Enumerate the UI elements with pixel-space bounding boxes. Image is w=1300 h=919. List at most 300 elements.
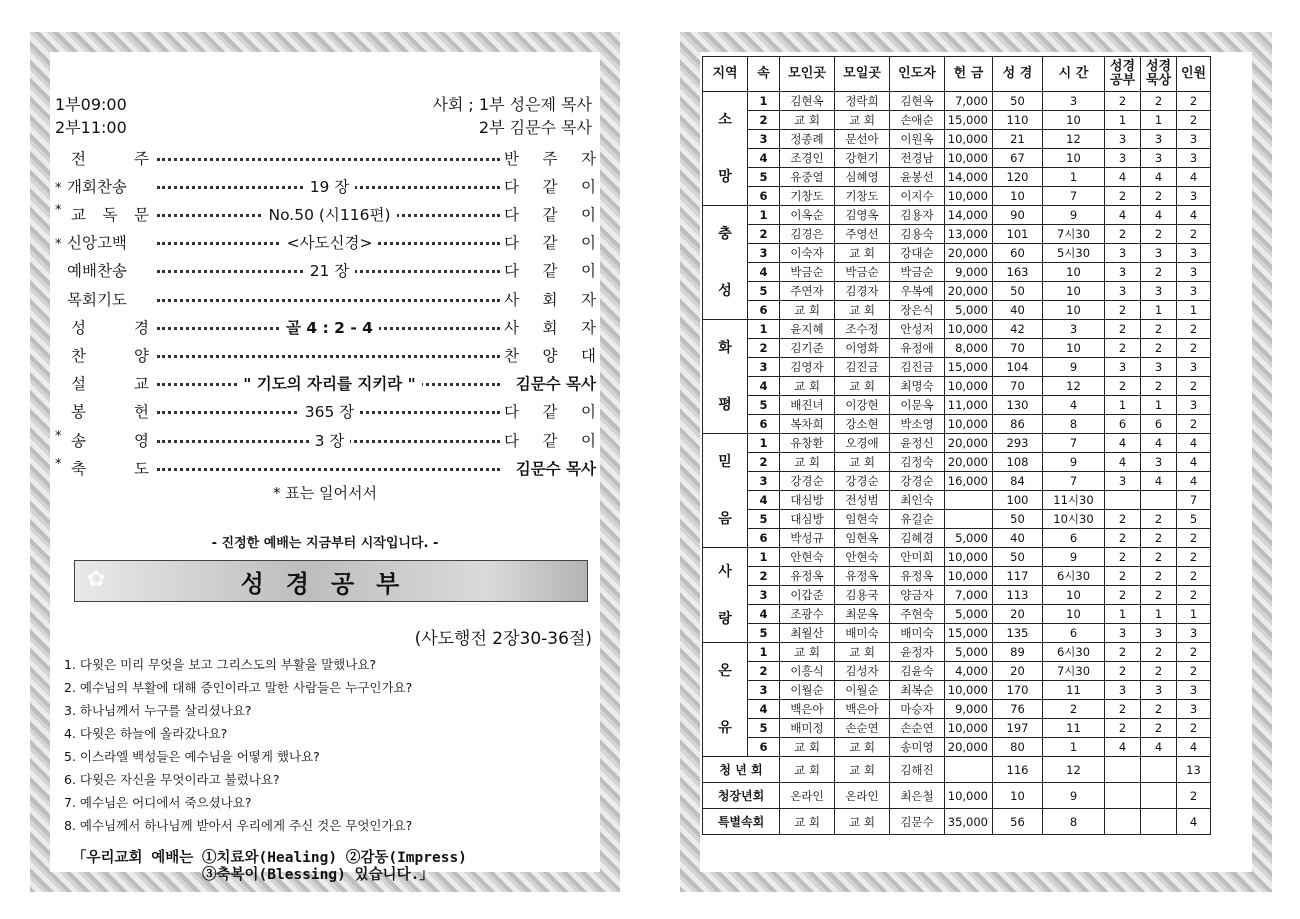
table-cell: 4 — [1141, 206, 1177, 225]
table-cell: 5 — [748, 396, 780, 415]
group-row — [703, 809, 1211, 835]
order-label-char: 찬 — [71, 346, 86, 365]
table-cell: 3 — [1105, 472, 1141, 491]
table-cell — [1105, 809, 1141, 835]
order-leader-text: 이 — [581, 431, 596, 450]
order-leader-text: 같 — [542, 177, 558, 196]
table-cell: 2 — [748, 225, 780, 244]
table-cell: 정종례 — [780, 130, 835, 149]
table-cell: 3 — [1177, 358, 1211, 377]
order-leader-dots — [155, 172, 504, 199]
table-cell: 교 회 — [780, 377, 835, 396]
order-leader-text: 양 — [542, 346, 558, 365]
region-cell — [703, 92, 748, 206]
table-cell: 2 — [1105, 643, 1141, 662]
table-cell: 20 — [993, 662, 1043, 681]
table-cell: 6 — [748, 529, 780, 548]
table-cell: 김윤숙 — [890, 662, 945, 681]
order-label-text: 예배찬송 — [67, 262, 127, 281]
table-cell: 40 — [993, 529, 1043, 548]
group-row — [703, 757, 1211, 783]
table-row — [703, 92, 1211, 111]
table-cell: 10 — [993, 187, 1043, 206]
table-cell: 5 — [748, 624, 780, 643]
table-cell: 안현숙 — [780, 548, 835, 567]
table-cell: 교 회 — [780, 757, 835, 783]
table-cell: 40 — [993, 301, 1043, 320]
study-question: 4. 다윗은 하늘에 올라갔나요? — [64, 726, 228, 741]
table-cell: 10,000 — [945, 130, 993, 149]
table-cell: 3 — [1105, 149, 1141, 168]
table-cell: 2 — [1177, 111, 1211, 130]
order-leader-text: 다 — [504, 262, 519, 281]
table-cell: 마승자 — [890, 700, 945, 719]
column-header: 인도자 — [890, 57, 945, 92]
order-leader-text: 같 — [542, 205, 558, 224]
table-cell: 배미숙 — [835, 624, 890, 643]
table-cell: 50 — [993, 510, 1043, 529]
table-cell: 13 — [1177, 757, 1211, 783]
order-leader — [504, 288, 596, 310]
table-cell: 86 — [993, 415, 1043, 434]
table-cell: 1 — [748, 434, 780, 453]
table-cell: 1 — [1105, 111, 1141, 130]
table-cell: 3 — [1141, 453, 1177, 472]
host-2: 2부 김문수 목사 — [478, 118, 592, 137]
table-cell: 2 — [1105, 320, 1141, 339]
order-leader-dots — [155, 370, 504, 397]
table-cell: 2 — [1141, 700, 1177, 719]
table-cell: 89 — [993, 643, 1043, 662]
table-cell: 박성규 — [780, 529, 835, 548]
table-cell: 강경순 — [835, 472, 890, 491]
table-cell: 1 — [1177, 301, 1211, 320]
order-label-char: 축 — [71, 459, 86, 478]
table-cell: 복차희 — [780, 415, 835, 434]
table-cell: 4 — [1105, 738, 1141, 757]
region-cell — [703, 548, 748, 643]
table-cell: 2 — [1141, 92, 1177, 111]
table-cell: 9,000 — [945, 700, 993, 719]
service-time-1: 1부09:00 — [55, 95, 127, 114]
table-cell: 8 — [1043, 809, 1105, 835]
table-cell — [1141, 809, 1177, 835]
table-cell: 안현숙 — [835, 548, 890, 567]
table-row — [703, 187, 1211, 206]
table-cell: 2 — [1105, 377, 1141, 396]
order-detail: <사도신경> — [281, 231, 379, 253]
table-cell: 3 — [1105, 263, 1141, 282]
table-cell: 4,000 — [945, 662, 993, 681]
order-leader-text: 사 — [504, 290, 519, 309]
table-cell: 3 — [748, 358, 780, 377]
right-page — [680, 32, 1272, 892]
table-cell: 10시30 — [1043, 510, 1105, 529]
table-row — [703, 472, 1211, 491]
study-question: 2. 예수님의 부활에 대해 증인이라고 말한 사람들은 누구인가요? — [64, 680, 413, 695]
order-leader-text: 이 — [581, 177, 596, 196]
table-row — [703, 225, 1211, 244]
order-label-char: 도 — [134, 459, 149, 478]
region-char: 유 — [718, 719, 732, 736]
table-cell: 2 — [1105, 662, 1141, 681]
table-cell: 60 — [993, 244, 1043, 263]
order-label-char: 설 — [71, 375, 86, 394]
table-cell: 4 — [1105, 434, 1141, 453]
table-cell: 2 — [1141, 662, 1177, 681]
bible-study-title: 성경공부 — [240, 569, 422, 598]
table-cell: 송미영 — [890, 738, 945, 757]
table-cell: 2 — [1105, 567, 1141, 586]
table-cell: 3 — [1177, 187, 1211, 206]
column-header: 성경 묵상 — [1141, 57, 1177, 92]
order-leader-text: 찬 — [504, 346, 519, 365]
table-cell: 7,000 — [945, 586, 993, 605]
table-cell: 3 — [1177, 149, 1211, 168]
table-cell: 2 — [1177, 415, 1211, 434]
table-cell: 안미희 — [890, 548, 945, 567]
table-cell: 3 — [748, 472, 780, 491]
table-cell: 20,000 — [945, 738, 993, 757]
order-leader-text: 다 — [504, 234, 519, 253]
table-cell: 1 — [748, 643, 780, 662]
table-cell: 7 — [1043, 434, 1105, 453]
table-cell: 2 — [1105, 719, 1141, 738]
table-cell: 1 — [1177, 605, 1211, 624]
study-question: 8. 예수님께서 하나님께 받아서 우리에게 주신 것은 무엇인가요? — [64, 818, 413, 833]
table-cell: 4 — [1043, 396, 1105, 415]
table-cell: 3 — [1177, 282, 1211, 301]
table-cell: 2 — [1105, 187, 1141, 206]
order-leader — [504, 316, 596, 338]
table-cell: 김성자 — [835, 662, 890, 681]
region-cell — [703, 643, 748, 757]
table-cell: 4 — [1141, 738, 1177, 757]
order-leader — [504, 203, 596, 225]
order-label-char: 경 — [134, 318, 149, 337]
table-cell: 5시30 — [1043, 244, 1105, 263]
order-label — [55, 429, 155, 451]
table-cell: 윤정자 — [890, 643, 945, 662]
table-cell: 6 — [1043, 624, 1105, 643]
column-header: 속 — [748, 57, 780, 92]
table-cell: 유정옥 — [890, 567, 945, 586]
table-cell — [1105, 783, 1141, 809]
table-cell: 문선아 — [835, 130, 890, 149]
table-cell: 이영화 — [835, 339, 890, 358]
table-cell: 대심방 — [780, 491, 835, 510]
table-cell: 15,000 — [945, 358, 993, 377]
table-cell: 2 — [1141, 567, 1177, 586]
order-row — [55, 426, 596, 453]
table-row — [703, 567, 1211, 586]
table-cell: 교 회 — [835, 453, 890, 472]
table-cell: 김현옥 — [780, 92, 835, 111]
table-cell: 강경순 — [890, 472, 945, 491]
closing-line: 「우리교회 예배는 ①치료와(Healing) ②감동(Impress) — [72, 850, 467, 866]
table-cell: 대심방 — [780, 510, 835, 529]
order-label-text: 목회기도 — [67, 290, 127, 309]
table-cell: 3 — [1177, 130, 1211, 149]
table-cell: 42 — [993, 320, 1043, 339]
table-cell: 3 — [1105, 681, 1141, 700]
order-detail: 골 4 : 2 - 4 — [280, 316, 379, 338]
table-cell: 4 — [1105, 168, 1141, 187]
order-label-char: 송 — [71, 431, 86, 450]
order-leader-dots — [155, 229, 504, 256]
order-leader-text: 이 — [581, 403, 596, 422]
order-leader-text: 대 — [581, 346, 596, 365]
table-cell: 2 — [1177, 662, 1211, 681]
table-cell: 2 — [1177, 225, 1211, 244]
table-row — [703, 301, 1211, 320]
table-cell: 4 — [1177, 206, 1211, 225]
table-cell: 2 — [1105, 510, 1141, 529]
table-cell: 7 — [1043, 472, 1105, 491]
table-cell: 170 — [993, 681, 1043, 700]
column-header: 헌 금 — [945, 57, 993, 92]
table-cell: 116 — [993, 757, 1043, 783]
table-cell: 5 — [748, 168, 780, 187]
table-cell: 교 회 — [835, 301, 890, 320]
order-detail: " 기도의 자리를 지키라 " — [237, 372, 422, 394]
table-cell: 4 — [748, 491, 780, 510]
order-detail: 3 장 — [309, 429, 351, 451]
table-cell: 1 — [1141, 301, 1177, 320]
flower-icon: ✿ — [87, 567, 106, 592]
table-cell: 104 — [993, 358, 1043, 377]
order-leader — [504, 372, 596, 394]
table-cell: 10 — [993, 783, 1043, 809]
order-label-char: 문 — [134, 205, 149, 224]
table-row — [703, 111, 1211, 130]
table-cell: 3 — [1177, 681, 1211, 700]
column-header: 성경 공부 — [1105, 57, 1141, 92]
table-row — [703, 339, 1211, 358]
table-cell: 교 회 — [835, 809, 890, 835]
table-cell: 7 — [1177, 491, 1211, 510]
order-label-text: 신앙고백 — [67, 234, 127, 253]
table-cell: 10 — [1043, 111, 1105, 130]
table-cell: 유정옥 — [835, 567, 890, 586]
table-cell: 배미숙 — [890, 624, 945, 643]
table-cell: 2 — [1105, 301, 1141, 320]
order-leader-text: 같 — [542, 431, 558, 450]
order-label — [55, 259, 155, 281]
order-label-char: 헌 — [134, 403, 149, 422]
table-cell — [945, 491, 993, 510]
table-cell: 조수정 — [835, 320, 890, 339]
table-cell: 3 — [748, 586, 780, 605]
table-cell: 10 — [1043, 605, 1105, 624]
table-cell: 김용자 — [890, 206, 945, 225]
table-cell: 4 — [1105, 206, 1141, 225]
table-cell — [1141, 783, 1177, 809]
table-cell: 1 — [748, 548, 780, 567]
order-leader-dots — [155, 398, 504, 425]
order-leader-text: 다 — [504, 177, 519, 196]
table-cell: 8 — [1043, 415, 1105, 434]
order-label-char: 성 — [71, 318, 86, 337]
order-detail: 21 장 — [304, 259, 356, 281]
table-row — [703, 643, 1211, 662]
table-cell: 3 — [1105, 624, 1141, 643]
table-cell: 10,000 — [945, 719, 993, 738]
table-cell: 4 — [1105, 453, 1141, 472]
table-cell: 15,000 — [945, 111, 993, 130]
table-row — [703, 377, 1211, 396]
order-leader — [504, 429, 596, 451]
closing-line: ③축복이(Blessing) 있습니다.」 — [202, 867, 434, 883]
stand-mark: * — [55, 456, 62, 472]
table-cell: 76 — [993, 700, 1043, 719]
order-label — [55, 316, 155, 338]
table-cell: 5,000 — [945, 301, 993, 320]
table-cell: 2 — [1177, 643, 1211, 662]
order-label — [55, 457, 155, 479]
table-cell: 2 — [1141, 339, 1177, 358]
table-cell: 4 — [1141, 434, 1177, 453]
column-header: 지역 — [703, 57, 748, 92]
region-char: 온 — [718, 663, 732, 680]
order-label-text: 개회찬송 — [67, 177, 127, 196]
table-cell: 유중열 — [780, 168, 835, 187]
table-cell: 10 — [1043, 149, 1105, 168]
table-cell: 김혜경 — [890, 529, 945, 548]
study-question: 3. 하나님께서 누구를 살리셨나요? — [64, 703, 252, 718]
order-row — [55, 370, 596, 397]
table-cell: 108 — [993, 453, 1043, 472]
table-cell: 2 — [1105, 225, 1141, 244]
table-cell: 70 — [993, 377, 1043, 396]
table-cell: 10,000 — [945, 783, 993, 809]
order-leader — [504, 175, 596, 197]
order-leader-text: 자 — [581, 290, 596, 309]
table-cell: 2 — [748, 567, 780, 586]
table-cell: 2 — [1177, 529, 1211, 548]
table-row — [703, 681, 1211, 700]
table-cell: 1 — [748, 206, 780, 225]
group-name: 특별속회 — [703, 809, 780, 835]
table-cell: 4 — [748, 700, 780, 719]
table-cell: 백은아 — [835, 700, 890, 719]
table-cell: 50 — [993, 92, 1043, 111]
table-row — [703, 263, 1211, 282]
study-question: 5. 이스라엘 백성들은 예수님을 어떻게 했나요? — [64, 749, 320, 764]
table-cell: 120 — [993, 168, 1043, 187]
order-leader — [504, 147, 596, 169]
table-cell: 손순연 — [835, 719, 890, 738]
table-cell: 56 — [993, 809, 1043, 835]
table-cell: 2 — [1141, 225, 1177, 244]
table-cell: 4 — [748, 263, 780, 282]
table-cell: 백은아 — [780, 700, 835, 719]
order-leader-dots — [155, 454, 504, 481]
table-cell: 13,000 — [945, 225, 993, 244]
table-cell: 6 — [748, 187, 780, 206]
table-cell: 11 — [1043, 681, 1105, 700]
table-cell: 박금순 — [890, 263, 945, 282]
order-row — [55, 229, 596, 256]
region-char: 충 — [718, 226, 732, 243]
table-row — [703, 719, 1211, 738]
table-cell: 130 — [993, 396, 1043, 415]
order-label-char: 독 — [102, 205, 118, 224]
order-leader-text: 회 — [542, 290, 558, 309]
order-leader-dots — [155, 257, 504, 284]
table-cell: 교 회 — [835, 757, 890, 783]
order-leader-text: 이 — [581, 205, 596, 224]
table-cell: 9,000 — [945, 263, 993, 282]
table-cell: 10 — [1043, 586, 1105, 605]
table-cell: 강대순 — [890, 244, 945, 263]
table-cell: 80 — [993, 738, 1043, 757]
table-row — [703, 434, 1211, 453]
host-1: 사회 ; 1부 성은제 목사 — [432, 95, 592, 114]
table-cell: 1 — [1141, 111, 1177, 130]
table-cell: 2 — [1105, 548, 1141, 567]
table-cell: 배진녀 — [780, 396, 835, 415]
table-cell: 6 — [748, 415, 780, 434]
table-cell: 김경자 — [835, 282, 890, 301]
table-cell: 6 — [748, 738, 780, 757]
order-leader-text: 김문수 목사 — [515, 375, 596, 394]
table-cell: 11,000 — [945, 396, 993, 415]
table-cell: 유길순 — [890, 510, 945, 529]
table-cell: 163 — [993, 263, 1043, 282]
table-cell: 배미정 — [780, 719, 835, 738]
table-cell: 3 — [1177, 624, 1211, 643]
table-cell: 최명숙 — [890, 377, 945, 396]
group-row — [703, 783, 1211, 809]
table-cell: 김진금 — [890, 358, 945, 377]
table-cell: 2 — [1141, 320, 1177, 339]
table-cell: 2 — [1177, 548, 1211, 567]
table-cell — [1141, 757, 1177, 783]
table-cell: 1 — [748, 320, 780, 339]
order-leader-text: 다 — [504, 403, 519, 422]
table-header — [703, 57, 1211, 92]
order-detail: 19 장 — [304, 175, 356, 197]
table-row — [703, 662, 1211, 681]
table-cell: 10 — [1043, 282, 1105, 301]
order-leader-text: 다 — [504, 431, 519, 450]
table-cell: 심혜영 — [835, 168, 890, 187]
table-cell: 6시30 — [1043, 567, 1105, 586]
order-label — [55, 344, 155, 366]
passage: (사도행전 2장30-36절) — [414, 629, 592, 649]
table-cell: 2 — [1105, 92, 1141, 111]
table-cell: 최월산 — [780, 624, 835, 643]
region-char: 믿 — [718, 454, 732, 471]
table-cell: 4 — [748, 149, 780, 168]
table-cell: 20 — [993, 605, 1043, 624]
order-leader-dots — [155, 200, 504, 227]
table-cell: 교 회 — [780, 738, 835, 757]
table-cell: 2 — [1105, 529, 1141, 548]
table-cell: 이원옥 — [890, 130, 945, 149]
order-leader-dots — [155, 341, 504, 368]
order-leader-dots — [155, 144, 504, 171]
table-cell: 10,000 — [945, 415, 993, 434]
table-cell: 2 — [1177, 92, 1211, 111]
table-cell: 장은식 — [890, 301, 945, 320]
closing-message — [72, 850, 467, 884]
region-char: 화 — [718, 340, 732, 357]
table-cell: 강경순 — [780, 472, 835, 491]
table-cell: 양금자 — [890, 586, 945, 605]
table-cell: 강소현 — [835, 415, 890, 434]
